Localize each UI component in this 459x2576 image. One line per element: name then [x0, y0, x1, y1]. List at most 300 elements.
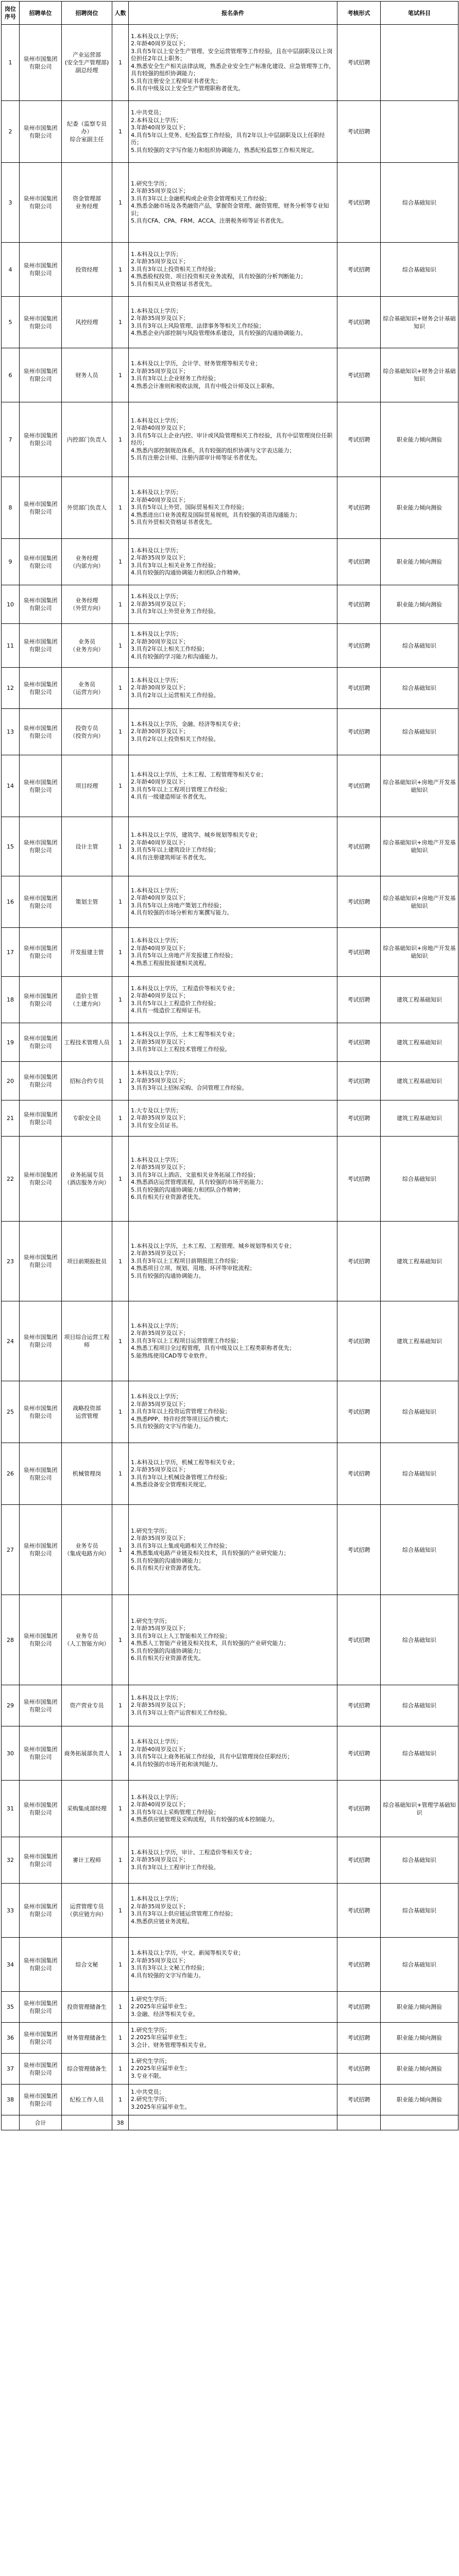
- row-method: 考试招聘: [337, 297, 381, 348]
- row-subject: 建筑工程基础知识: [381, 1100, 458, 1137]
- row-count: 1: [112, 1685, 129, 1726]
- row-position: 运营管理专员 （供应链方向）: [62, 1884, 112, 1938]
- row-subject: 职业能力倾向测验: [381, 585, 458, 624]
- row-seq: 26: [2, 1443, 20, 1505]
- row-position: 业务员 （业务方向）: [62, 624, 112, 668]
- table-row: [2, 1443, 458, 1505]
- row-requirements: 1.本科及以上学历，金融、经济等相关专业； 2.年龄30周岁及以下； 3.具有2年以上投资相关工作经验。: [129, 709, 337, 755]
- table-row: [2, 25, 458, 101]
- row-unit: 泉州市国集团有限公司: [20, 1726, 62, 1781]
- row-unit: 泉州市国集团有限公司: [20, 668, 62, 709]
- row-unit: 泉州市国集团有限公司: [20, 1884, 62, 1938]
- row-unit: 泉州市国集团有限公司: [20, 585, 62, 624]
- row-position: 商务拓展部负责人: [62, 1726, 112, 1781]
- row-position: 综合文秘: [62, 1938, 112, 1992]
- row-seq: 22: [2, 1137, 20, 1222]
- row-requirements: 1.本科及以上学历，中文、新闻等相关专业； 2.年龄35周岁及以下； 3.具有3年以上文秘工作经验； 4.具有较强的文字写作能力。: [129, 1938, 337, 1992]
- row-count: 1: [112, 2023, 129, 2054]
- row-count: 1: [112, 243, 129, 297]
- row-method: 考试招聘: [337, 1222, 381, 1301]
- row-requirements: 1.本科及以上学历； 2.年龄40周岁及以下； 3.具有5年以上企业内控、审计或风险管理相关工作经验，具有中层管理岗位任职经历； 4.熟悉内部控制规范体系，具有较强的组织协调与文字表达能力； 5.具有注册会计师、注册内部审计师等证书者优先。: [129, 402, 337, 477]
- row-method: 考试招聘: [337, 1884, 381, 1938]
- row-subject: 综合基础知识+财务会计基础知识: [381, 348, 458, 402]
- row-method: 考试招聘: [337, 348, 381, 402]
- row-requirements: 1.大专及以上学历； 2.年龄35周岁及以下； 3.具有安全员证书。: [129, 1100, 337, 1137]
- row-subject: 综合基础知识: [381, 1884, 458, 1938]
- row-subject: 综合基础知识: [381, 163, 458, 243]
- row-seq: 19: [2, 1023, 20, 1062]
- row-seq: 30: [2, 1726, 20, 1781]
- total-row: [2, 2115, 458, 2130]
- row-position: 风控经理: [62, 297, 112, 348]
- row-seq: 8: [2, 477, 20, 539]
- row-unit: 泉州市国集团有限公司: [20, 348, 62, 402]
- row-unit: 泉州市国集团有限公司: [20, 243, 62, 297]
- row-count: 1: [112, 1443, 129, 1505]
- row-unit: 泉州市国集团有限公司: [20, 539, 62, 585]
- row-count: 1: [112, 1023, 129, 1062]
- row-requirements: 1.本科及以上学历； 2.年龄40周岁及以下； 3.具有5年以上外贸、国际贸易相关工作经验； 4.熟悉进出口业务流程及国际贸易规则，具有较强的英语沟通能力； 5.具有外贸相关资格证书者优先。: [129, 477, 337, 539]
- row-unit: 泉州市国集团有限公司: [20, 755, 62, 817]
- row-requirements: 1.本科及以上学历； 2.年龄35周岁及以下； 3.具有3年以上供应链运营管理工作经验； 4.熟悉供应链业务流程。: [129, 1884, 337, 1938]
- row-requirements: 1.本科及以上学历； 2.年龄35周岁及以下； 3.具有3年以上投资运营管理工作经验； 4.熟悉PPP、特许经营等项目运作模式； 5.具有较强的文字写作能力。: [129, 1381, 337, 1443]
- row-position: 策划主管: [62, 876, 112, 928]
- row-subject: 综合基础知识+房地产开发基础知识: [381, 928, 458, 977]
- row-subject: 建筑工程基础知识: [381, 1062, 458, 1100]
- row-seq: 2: [2, 101, 20, 163]
- row-seq: 31: [2, 1781, 20, 1837]
- row-subject: 职业能力倾向测验: [381, 402, 458, 477]
- row-position: 专职安全员: [62, 1100, 112, 1137]
- row-subject: 综合基础知识: [381, 1137, 458, 1222]
- row-position: 产业运营部 (安全生产管理部) 副总经理: [62, 25, 112, 101]
- table-row: [2, 2054, 458, 2084]
- row-seq: 3: [2, 163, 20, 243]
- row-method: 考试招聘: [337, 928, 381, 977]
- row-position: 纪检工作人员: [62, 2084, 112, 2115]
- row-position: 机械管理岗: [62, 1443, 112, 1505]
- row-requirements: 1.本科及以上学历，土木工程等相关专业； 2.年龄35周岁及以下； 3.具有3年以上工程技术管理工作经验。: [129, 1023, 337, 1062]
- row-requirements: 1.本科及以上学历； 2.年龄35周岁及以下； 3.具有3年以上投资相关工作经验； 4.熟悉股权投资、项目投资相关业务流程，具有较强的分析判断能力； 5.具有相关从业资格证书者优先。: [129, 243, 337, 297]
- row-unit: 泉州市国集团有限公司: [20, 1381, 62, 1443]
- row-subject: 综合基础知识: [381, 243, 458, 297]
- header-seq: 岗位 序号: [2, 2, 20, 25]
- table-row: [2, 1100, 458, 1137]
- row-seq: 25: [2, 1381, 20, 1443]
- row-subject: 建筑工程基础知识: [381, 1301, 458, 1381]
- row-requirements: 1.研究生学历； 2.年龄35周岁及以下； 3.具有3年以上金融机构或企业资金管理相关工作经验； 4.熟悉金融市场及各类融资产品，掌握资金管理、融资管理、财务分析等专业知识； 5.具有CFA、CPA、FRM、ACCA、注册税务师等证书者优先。: [129, 163, 337, 243]
- table-row: [2, 1222, 458, 1301]
- table-row: [2, 1781, 458, 1837]
- row-seq: 20: [2, 1062, 20, 1100]
- row-seq: 36: [2, 2023, 20, 2054]
- row-subject: 职业能力倾向测验: [381, 2023, 458, 2054]
- row-subject: 综合基础知识: [381, 668, 458, 709]
- table-row: [2, 1381, 458, 1443]
- row-requirements: 1.本科及以上学历，工程造价等相关专业； 2.年龄40周岁及以下； 3.具有5年以上工程造价工作经验； 4.具有一级造价工程师证书。: [129, 977, 337, 1023]
- row-unit: 泉州市国集团有限公司: [20, 1062, 62, 1100]
- table-row: [2, 163, 458, 243]
- row-count: 1: [112, 817, 129, 876]
- row-subject: 综合基础知识: [381, 1505, 458, 1595]
- table-row: [2, 297, 458, 348]
- row-method: 考试招聘: [337, 25, 381, 101]
- row-subject: 建筑工程基础知识: [381, 977, 458, 1023]
- row-method: 考试招聘: [337, 163, 381, 243]
- row-position: 资金管理部 业务经理: [62, 163, 112, 243]
- row-method: 考试招聘: [337, 1381, 381, 1443]
- row-position: 财务人员: [62, 348, 112, 402]
- row-subject: 综合基础知识: [381, 1443, 458, 1505]
- row-subject: 综合基础知识: [381, 1726, 458, 1781]
- row-seq: 7: [2, 402, 20, 477]
- row-seq: 5: [2, 297, 20, 348]
- table-row: [2, 477, 458, 539]
- row-method: 考试招聘: [337, 977, 381, 1023]
- row-count: 1: [112, 1381, 129, 1443]
- row-requirements: 1.本科及以上学历； 2.年龄40周岁及以下； 3.具有5年以上房地产开发报建工作经验； 4.熟悉工程报批报建相关流程。: [129, 928, 337, 977]
- row-method: 考试招聘: [337, 243, 381, 297]
- table-row: [2, 755, 458, 817]
- row-position: 招标合约专员: [62, 1062, 112, 1100]
- row-position: 项目经理: [62, 755, 112, 817]
- row-position: 项目前期报批员: [62, 1222, 112, 1301]
- row-count: 1: [112, 1938, 129, 1992]
- row-requirements: 1.中共党员； 2.本科及以上学历； 3.年龄40周岁及以下； 4.具有5年以上党务、纪检监察工作经验，具有2年以上中层副职及以上任职经历； 5.具有较强的文字写作能力和组织协调能力，熟悉纪检监察工作相关规定。: [129, 101, 337, 163]
- row-unit: 泉州市国集团有限公司: [20, 1505, 62, 1595]
- row-subject: 综合基础知识: [381, 1685, 458, 1726]
- row-subject: 职业能力倾向测验: [381, 539, 458, 585]
- row-unit: 泉州市国集团有限公司: [20, 297, 62, 348]
- row-seq: 4: [2, 243, 20, 297]
- row-position: 外贸部门负责人: [62, 477, 112, 539]
- table-row: [2, 585, 458, 624]
- row-method: 考试招聘: [337, 1100, 381, 1137]
- header-position: 招聘岗位: [62, 2, 112, 25]
- header-method: 考核形式: [337, 2, 381, 25]
- row-subject: 综合基础知识+财务会计基础知识: [381, 297, 458, 348]
- table-row: [2, 977, 458, 1023]
- row-subject: [381, 25, 458, 101]
- row-method: 考试招聘: [337, 1301, 381, 1381]
- row-method: 考试招聘: [337, 1505, 381, 1595]
- row-requirements: 1.本科及以上学历； 2.年龄30周岁及以下； 3.具有2年以上相关工作经验； 4.具有较强的学习能力和沟通能力。: [129, 624, 337, 668]
- row-requirements: 1.研究生学历； 2.2025年应届毕业生； 3.专业不限。: [129, 2054, 337, 2084]
- row-method: 考试招聘: [337, 1595, 381, 1685]
- total-method: [337, 2115, 381, 2130]
- row-seq: 16: [2, 876, 20, 928]
- row-count: 1: [112, 1837, 129, 1884]
- row-count: 1: [112, 2084, 129, 2115]
- row-method: 考试招聘: [337, 101, 381, 163]
- row-position: 业务拓展专员 （酒店服务方向）: [62, 1137, 112, 1222]
- row-unit: 泉州市国集团有限公司: [20, 1301, 62, 1381]
- row-requirements: 1.本科及以上学历； 2.年龄35周岁及以下； 3.具有3年以上招标采购、合同管理工作经验。: [129, 1062, 337, 1100]
- table-row: [2, 1992, 458, 2023]
- row-count: 1: [112, 25, 129, 101]
- row-count: 1: [112, 1100, 129, 1137]
- row-seq: 24: [2, 1301, 20, 1381]
- row-subject: 建筑工程基础知识: [381, 1023, 458, 1062]
- row-count: 1: [112, 585, 129, 624]
- table-row: [2, 709, 458, 755]
- row-unit: 泉州市国集团有限公司: [20, 2084, 62, 2115]
- row-count: 1: [112, 539, 129, 585]
- row-requirements: 1.研究生学历； 2.年龄35周岁及以下； 3.具有3年以上集成电路相关工作经验； 4.熟悉集成电路产业链及相关技术，具有较强的产业研究能力； 5.具有较强的沟通协调能力； 6.具有相关行业资源者优先。: [129, 1505, 337, 1595]
- row-seq: 6: [2, 348, 20, 402]
- row-position: 投资经理: [62, 243, 112, 297]
- row-count: 1: [112, 1595, 129, 1685]
- row-seq: 27: [2, 1505, 20, 1595]
- row-method: 考试招聘: [337, 1726, 381, 1781]
- row-requirements: 1.本科及以上学历； 2.年龄40周岁及以下； 3.具有5年以上安全生产管理、安全运营管理等工作经验，且在中层副职及以上岗位担任2年以上职务； 4.熟悉安全生产相关法律法规，熟悉企业安全生产标准化建设、应急管理等工作，具有较强的组织协调能力； 5.具有注册安全工程师证书者优先； 6.具有中级及以上安全生产管理职称者优先。: [129, 25, 337, 101]
- row-count: 1: [112, 1062, 129, 1100]
- row-method: 考试招聘: [337, 1781, 381, 1837]
- row-position: 开发报建主管: [62, 928, 112, 977]
- row-position: 综合管理储备生: [62, 2054, 112, 2084]
- table-row: [2, 668, 458, 709]
- row-method: 考试招聘: [337, 1023, 381, 1062]
- row-position: 业务专员 （集成电路方向）: [62, 1505, 112, 1595]
- row-count: 1: [112, 1992, 129, 2023]
- row-count: 1: [112, 1726, 129, 1781]
- row-count: 1: [112, 1222, 129, 1301]
- row-unit: 泉州市国集团有限公司: [20, 1137, 62, 1222]
- row-subject: 综合基础知识: [381, 709, 458, 755]
- row-count: 1: [112, 624, 129, 668]
- row-count: 1: [112, 2054, 129, 2084]
- row-seq: 38: [2, 2084, 20, 2115]
- row-count: 1: [112, 1137, 129, 1222]
- header-count: 人数: [112, 2, 129, 25]
- row-position: 资产营业专员: [62, 1685, 112, 1726]
- row-position: 业务经理 （外贸方向）: [62, 585, 112, 624]
- row-subject: 综合基础知识: [381, 624, 458, 668]
- total-requirements: [129, 2115, 337, 2130]
- row-method: 考试招聘: [337, 585, 381, 624]
- row-unit: 泉州市国集团有限公司: [20, 1023, 62, 1062]
- row-seq: 35: [2, 1992, 20, 2023]
- row-unit: 泉州市国集团有限公司: [20, 477, 62, 539]
- row-requirements: 1.本科及以上学历； 2.年龄35周岁及以下； 3.具有3年以上外贸业务工作经验。: [129, 585, 337, 624]
- row-unit: 泉州市国集团有限公司: [20, 977, 62, 1023]
- row-requirements: 1.本科及以上学历； 2.年龄35周岁及以下； 3.具有3年以上相关业务工作经验； 4.具有较强的沟通协调能力和团队合作精神。: [129, 539, 337, 585]
- row-requirements: 1.本科及以上学历，建筑学、城乡规划等相关专业； 2.年龄40周岁及以下； 3.具有5年以上建筑设计工作经验； 4.具有注册建筑师证书者优先。: [129, 817, 337, 876]
- table-row: [2, 876, 458, 928]
- row-unit: 泉州市国集团有限公司: [20, 101, 62, 163]
- row-seq: 14: [2, 755, 20, 817]
- row-seq: 23: [2, 1222, 20, 1301]
- row-subject: 综合基础知识+管理学基础知识: [381, 1781, 458, 1837]
- row-method: 考试招聘: [337, 2023, 381, 2054]
- table-row: [2, 1884, 458, 1938]
- row-position: 业务员 （运营方向）: [62, 668, 112, 709]
- row-seq: 32: [2, 1837, 20, 1884]
- row-unit: 泉州市国集团有限公司: [20, 1992, 62, 2023]
- row-count: 1: [112, 1781, 129, 1837]
- row-unit: 泉州市国集团有限公司: [20, 163, 62, 243]
- table-row: [2, 1137, 458, 1222]
- row-unit: 泉州市国集团有限公司: [20, 817, 62, 876]
- row-count: 1: [112, 402, 129, 477]
- table-row: [2, 539, 458, 585]
- row-seq: 33: [2, 1884, 20, 1938]
- table-header: [2, 2, 458, 25]
- table-row: [2, 1685, 458, 1726]
- row-subject: 综合基础知识: [381, 1938, 458, 1992]
- row-unit: 泉州市国集团有限公司: [20, 1222, 62, 1301]
- row-requirements: 1.本科及以上学历； 2.年龄30周岁及以下； 3.具有2年以上运营相关工作经验。: [129, 668, 337, 709]
- row-unit: 泉州市国集团有限公司: [20, 1685, 62, 1726]
- table-row: [2, 817, 458, 876]
- row-position: 投资专员 （投资方向）: [62, 709, 112, 755]
- row-seq: 11: [2, 624, 20, 668]
- table-row: [2, 243, 458, 297]
- table-row: [2, 101, 458, 163]
- row-count: 1: [112, 1884, 129, 1938]
- row-unit: 泉州市国集团有限公司: [20, 709, 62, 755]
- row-position: 投资管理储备生: [62, 1992, 112, 2023]
- row-count: 1: [112, 348, 129, 402]
- row-subject: 综合基础知识+房地产开发基础知识: [381, 876, 458, 928]
- row-subject: 建筑工程基础知识: [381, 1222, 458, 1301]
- row-count: 1: [112, 1301, 129, 1381]
- row-method: 考试招聘: [337, 624, 381, 668]
- row-method: 考试招聘: [337, 1137, 381, 1222]
- row-count: 1: [112, 977, 129, 1023]
- table-row: [2, 928, 458, 977]
- row-seq: 1: [2, 25, 20, 101]
- row-subject: 综合基础知识: [381, 1837, 458, 1884]
- header-subject: 笔试科目: [381, 2, 458, 25]
- row-subject: [381, 101, 458, 163]
- row-subject: 职业能力倾向测验: [381, 477, 458, 539]
- row-position: 战略投资部 运营管理: [62, 1381, 112, 1443]
- table-row: [2, 1062, 458, 1100]
- row-subject: 综合基础知识+房地产开发基础知识: [381, 817, 458, 876]
- row-unit: 泉州市国集团有限公司: [20, 1938, 62, 1992]
- row-count: 1: [112, 876, 129, 928]
- row-count: 1: [112, 1505, 129, 1595]
- row-seq: 13: [2, 709, 20, 755]
- row-method: 考试招聘: [337, 1837, 381, 1884]
- row-position: 项目综合运营工程师: [62, 1301, 112, 1381]
- row-method: 考试招聘: [337, 709, 381, 755]
- row-unit: 泉州市国集团有限公司: [20, 1443, 62, 1505]
- table-row: [2, 624, 458, 668]
- table-row: [2, 1726, 458, 1781]
- row-position: 业务专员 （人工智能方向）: [62, 1595, 112, 1685]
- row-requirements: 1.本科及以上学历； 2.年龄40周岁及以下； 3.具有5年以上商务拓展工作经验，具有中层管理岗位任职经历； 4.具有较强的市场开拓和谈判能力。: [129, 1726, 337, 1781]
- row-method: 考试招聘: [337, 1685, 381, 1726]
- table-row: [2, 1837, 458, 1884]
- row-position: 内控部门负责人: [62, 402, 112, 477]
- row-requirements: 1.本科及以上学历； 2.年龄40周岁及以下； 3.具有5年以上采购管理工作经验； 4.熟悉供应链管理及采购流程，具有较强的成本控制能力。: [129, 1781, 337, 1837]
- total-subject: [381, 2115, 458, 2130]
- row-count: 1: [112, 297, 129, 348]
- row-method: 考试招聘: [337, 2054, 381, 2084]
- row-seq: 28: [2, 1595, 20, 1685]
- row-position: 财务管理储备生: [62, 2023, 112, 2054]
- row-requirements: 1.本科及以上学历，审计、工程造价等相关专业； 2.年龄35周岁及以下； 3.具有3年以上工程审计工作经验。: [129, 1837, 337, 1884]
- row-method: 考试招聘: [337, 539, 381, 585]
- total-position: [62, 2115, 112, 2130]
- row-method: 考试招聘: [337, 1992, 381, 2023]
- row-subject: 职业能力倾向测验: [381, 1992, 458, 2023]
- table-row: [2, 348, 458, 402]
- table-row: [2, 402, 458, 477]
- total-seq: [2, 2115, 20, 2130]
- table-row: [2, 1301, 458, 1381]
- row-seq: 34: [2, 1938, 20, 1992]
- row-seq: 17: [2, 928, 20, 977]
- row-count: 1: [112, 709, 129, 755]
- row-seq: 10: [2, 585, 20, 624]
- row-position: 造价主管 （土建方向）: [62, 977, 112, 1023]
- row-position: 纪委（监察专员办） 综合室副主任: [62, 101, 112, 163]
- row-method: 考试招聘: [337, 1062, 381, 1100]
- row-method: 考试招聘: [337, 755, 381, 817]
- row-position: 審计工程师: [62, 1837, 112, 1884]
- recruitment-table: [1, 1, 458, 2130]
- header-requirements: 报名条件: [129, 2, 337, 25]
- total-label: 合计: [20, 2115, 62, 2130]
- row-requirements: 1.研究生学历； 2.年龄35周岁及以下； 3.具有3年以上人工智能相关工作经验； 4.熟悉人工智能产业链及相关技术，具有较强的产业研究能力； 5.具有较强的沟通协调能力； 6.具有相关行业资源者优先。: [129, 1595, 337, 1685]
- row-unit: 泉州市国集团有限公司: [20, 1100, 62, 1137]
- row-requirements: 1.本科及以上学历，机械工程等相关专业； 2.年龄35周岁及以下； 3.具有3年以上机械设备管理工作经验； 4.熟悉设备安全管理相关规定。: [129, 1443, 337, 1505]
- row-unit: 泉州市国集团有限公司: [20, 624, 62, 668]
- row-unit: 泉州市国集团有限公司: [20, 928, 62, 977]
- row-seq: 37: [2, 2054, 20, 2084]
- row-unit: 泉州市国集团有限公司: [20, 1781, 62, 1837]
- row-seq: 21: [2, 1100, 20, 1137]
- row-requirements: 1.研究生学历； 2.2025年应届毕业生； 3.会计、财务管理等相关专业。: [129, 2023, 337, 2054]
- table-row: [2, 1505, 458, 1595]
- row-requirements: 1.本科及以上学历，土木工程、工程管理、城乡规划等相关专业； 2.年龄35周岁及以下； 3.具有3年以上工程项目前期报批工作经验； 4.熟悉项目立项、规划、用地、环评等审批流程； 5.具有较强的沟通协调能力。: [129, 1222, 337, 1301]
- row-count: 1: [112, 101, 129, 163]
- row-method: 考试招聘: [337, 817, 381, 876]
- row-seq: 15: [2, 817, 20, 876]
- row-position: 采购集成部经理: [62, 1781, 112, 1837]
- row-method: 考试招聘: [337, 1443, 381, 1505]
- header-unit: 招聘单位: [20, 2, 62, 25]
- row-requirements: 1.本科及以上学历； 2.年龄40周岁及以下； 3.具有5年以上房地产策划工作经验； 4.具有较强的市场分析和方案撰写能力。: [129, 876, 337, 928]
- table-row: [2, 1023, 458, 1062]
- row-unit: 泉州市国集团有限公司: [20, 876, 62, 928]
- row-requirements: 1.本科及以上学历； 2.年龄35周岁及以下； 3.具有3年以上资产运营相关工作经验。: [129, 1685, 337, 1726]
- row-position: 业务经理 （内部方向）: [62, 539, 112, 585]
- row-count: 1: [112, 755, 129, 817]
- row-unit: 泉州市国集团有限公司: [20, 25, 62, 101]
- row-requirements: 1.本科及以上学历，会计学、财务管理等相关专业； 2.年龄35周岁及以下； 3.具有3年以上企业财务工作经验； 4.熟悉会计准则和税收法规，具有中级会计师及以上职称。: [129, 348, 337, 402]
- row-seq: 9: [2, 539, 20, 585]
- row-position: 设计主管: [62, 817, 112, 876]
- row-seq: 29: [2, 1685, 20, 1726]
- row-requirements: 1.中共党员； 2.研究生学历； 3.2025年应届毕业生。: [129, 2084, 337, 2115]
- row-subject: 综合基础知识: [381, 1381, 458, 1443]
- row-seq: 18: [2, 977, 20, 1023]
- row-requirements: 1.本科及以上学历； 2.年龄35周岁及以下； 3.具有3年以上风险管理、法律事务等相关工作经验； 4.熟悉企业内部控制与风险管理体系建设，具有较强的沟通协调能力。: [129, 297, 337, 348]
- row-count: 1: [112, 163, 129, 243]
- row-method: 考试招聘: [337, 668, 381, 709]
- row-count: 1: [112, 928, 129, 977]
- row-requirements: 1.研究生学历； 2.2025年应届毕业生； 3.金融、经济等相关专业。: [129, 1992, 337, 2023]
- row-method: 考试招聘: [337, 402, 381, 477]
- row-unit: 泉州市国集团有限公司: [20, 2054, 62, 2084]
- row-subject: 职业能力倾向测验: [381, 2054, 458, 2084]
- row-seq: 12: [2, 668, 20, 709]
- row-subject: 综合基础知识+房地产开发基础知识: [381, 755, 458, 817]
